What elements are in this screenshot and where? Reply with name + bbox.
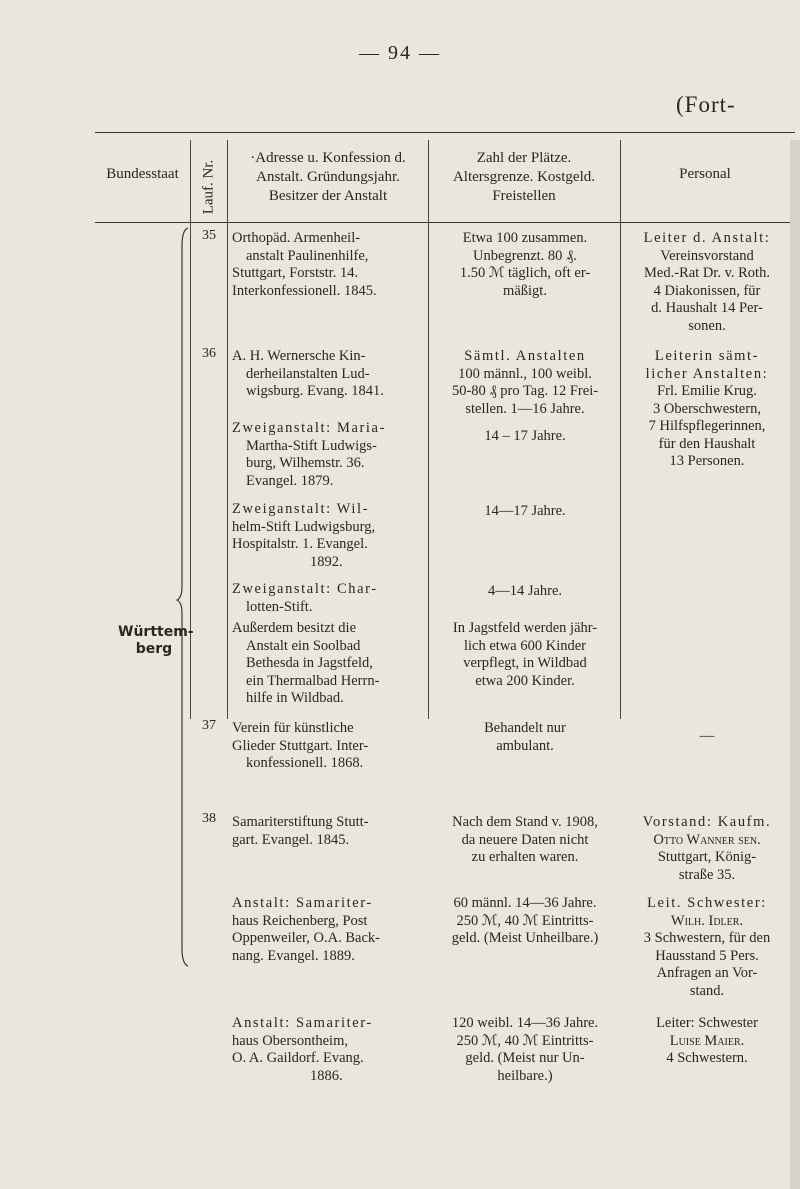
entry-address — [232, 581, 424, 616]
entry-places — [430, 720, 620, 755]
address-line: Außerdem besitzt die — [232, 620, 357, 636]
entry-staff — [624, 230, 790, 335]
entry-places — [430, 503, 620, 521]
entry-address — [232, 895, 424, 965]
staff-line: straße 35. — [678, 866, 736, 883]
staff-line: für den Haushalt — [658, 435, 756, 452]
staff-line: 3 Oberschwestern, — [653, 400, 761, 417]
places-line: 14 – 17 Jahre. — [484, 428, 566, 444]
address-line: burg, Wilhemstr. 36. — [246, 455, 365, 471]
address-line: hilfe in Wildbad. — [246, 690, 344, 706]
entry-places — [430, 428, 620, 446]
entry-staff — [624, 728, 790, 746]
places-line: Behandelt nur — [484, 720, 566, 736]
entry-address — [232, 620, 424, 708]
address-line: Zweiganstalt: Maria- — [232, 420, 386, 436]
header-lauf — [196, 155, 222, 219]
places-line: mäßigt. — [503, 282, 547, 299]
address-line: konfessionell. 1868. — [246, 755, 364, 771]
entry-address — [232, 1015, 424, 1085]
header-address-line: ·Adresse u. Konfession d. — [250, 150, 406, 166]
address-line: Samariterstiftung Stutt- — [232, 814, 369, 830]
header-address — [228, 149, 428, 206]
places-line: heilbare.) — [497, 1067, 553, 1084]
entry-staff — [624, 348, 790, 471]
header-places — [428, 149, 620, 206]
state-name-line: berg — [135, 641, 173, 657]
column-divider — [428, 140, 429, 719]
column-divider — [620, 140, 621, 719]
address-line: Zweiganstalt: Wil- — [232, 501, 370, 517]
address-line: 1886. — [310, 1067, 343, 1084]
places-line: Etwa 100 zusammen. — [462, 230, 588, 246]
header-places-line: Freistellen — [492, 188, 556, 204]
staff-line: Leit. Schwester: — [647, 895, 767, 911]
address-line: helm-Stift Ludwigsburg, — [232, 518, 376, 535]
places-line: 14—17 Jahre. — [484, 503, 566, 519]
entry-places — [430, 1015, 620, 1085]
entry-places — [430, 230, 620, 300]
header-places-line: Zahl der Plätze. — [476, 150, 572, 166]
address-line: wigsburg. Evang. 1841. — [246, 383, 384, 399]
staff-line: Anfragen an Vor- — [656, 965, 758, 981]
staff-line: Luise Maier. — [669, 1032, 745, 1049]
entry-address — [232, 814, 424, 849]
address-line: Glieder Stuttgart. Inter- — [232, 737, 369, 754]
staff-line: Leiterin sämt- — [654, 348, 760, 364]
staff-line: 3 Schwestern, für den — [643, 930, 771, 946]
entry-places — [430, 895, 620, 948]
address-line: haus Reichenberg, Post — [232, 912, 368, 929]
staff-line: Frl. Emilie Krug. — [657, 383, 757, 399]
places-line: 60 männl. 14—36 Jahre. — [453, 895, 597, 911]
places-line: 120 weibl. 14—36 Jahre. — [451, 1015, 599, 1031]
header-address-line: Besitzer der Anstalt — [268, 188, 388, 204]
entry-places — [430, 620, 620, 690]
places-line: Sämtl. Anstalten — [464, 348, 586, 364]
staff-line: — — [699, 728, 715, 744]
staff-line: Otto Wanner sen. — [653, 831, 761, 848]
places-line: ambulant. — [496, 737, 554, 754]
state-brace — [176, 226, 190, 968]
places-line: Nach dem Stand v. 1908, — [452, 814, 598, 830]
entry-address — [232, 348, 424, 401]
header-lauf-label: Lauf. Nr. — [200, 159, 217, 215]
header-staff: Personal — [679, 166, 731, 182]
address-line: Interkonfessionell. 1845. — [232, 282, 377, 299]
address-line: O. A. Gaildorf. Evang. — [232, 1050, 364, 1066]
address-line: Oppenweiler, O.A. Back- — [232, 930, 380, 946]
places-line: 100 männl., 100 weibl. — [458, 365, 592, 382]
continued-marker: (Fort- — [676, 92, 736, 117]
staff-line: d. Haushalt 14 Per- — [651, 300, 763, 316]
table-top-rule — [95, 132, 795, 133]
staff-line: Stuttgart, König- — [657, 849, 757, 865]
places-line: In Jagstfeld werden jähr- — [452, 620, 598, 636]
header-places-line: Altersgrenze. Kostgeld. — [452, 169, 596, 185]
staff-line: licher Anstalten: — [645, 365, 769, 382]
staff-line: Leiter: Schwester — [656, 1015, 758, 1031]
state-name — [118, 624, 194, 658]
address-line: Orthopäd. Armenheil- — [232, 230, 361, 246]
staff-line: 4 Schwestern. — [666, 1050, 748, 1066]
staff-line: stand. — [689, 982, 725, 999]
column-divider — [227, 140, 228, 719]
address-line: Stuttgart, Forststr. 14. — [232, 265, 359, 281]
address-line: anstalt Paulinenhilfe, — [246, 247, 369, 264]
page-number: — 94 — — [359, 42, 441, 64]
address-line: derheilanstalten Lud- — [246, 365, 370, 382]
address-line: A. H. Wernersche Kin- — [232, 348, 366, 364]
places-line: lich etwa 600 Kinder — [463, 637, 586, 654]
entry-address — [232, 420, 424, 490]
entry-number: 38 — [202, 811, 216, 826]
entry-places — [430, 583, 620, 601]
staff-line: 4 Diakonissen, für — [653, 282, 761, 299]
entry-places — [430, 348, 620, 418]
places-line: Unbegrenzt. 80 ₰. — [473, 247, 577, 264]
staff-line: 7 Hilfspflegerinnen, — [648, 418, 766, 434]
places-line: 250 ℳ, 40 ℳ Eintritts- — [456, 1032, 594, 1049]
address-line: lotten-Stift. — [246, 598, 313, 615]
places-line: verpflegt, in Wildbad — [463, 655, 587, 671]
entry-address — [232, 230, 424, 300]
entry-number: 36 — [202, 346, 216, 361]
address-line: Zweiganstalt: Char- — [232, 581, 378, 597]
address-line: ein Thermalbad Herrn- — [246, 672, 380, 689]
header-state: Bundesstaat — [106, 166, 179, 182]
places-line: zu erhalten waren. — [471, 849, 579, 865]
places-line: geld. (Meist nur Un- — [465, 1050, 585, 1066]
entry-address — [232, 501, 424, 571]
entry-staff — [624, 1015, 790, 1068]
staff-line: Med.-Rat Dr. v. Roth. — [644, 265, 770, 281]
entry-address — [232, 720, 424, 773]
places-line: etwa 200 Kinder. — [475, 672, 575, 689]
entry-staff — [624, 814, 790, 884]
address-line: Hospitalstr. 1. Evangel. — [232, 536, 368, 552]
address-line: nang. Evangel. 1889. — [232, 947, 355, 964]
staff-line: Hausstand 5 Pers. — [655, 947, 759, 964]
address-line: Evangel. 1879. — [246, 472, 334, 489]
entry-number: 37 — [202, 718, 216, 733]
address-line: Anstalt ein Soolbad — [246, 637, 361, 654]
address-line: gart. Evangel. 1845. — [232, 831, 350, 848]
address-line: Bethesda in Jagstfeld, — [246, 655, 373, 671]
staff-line: Leiter d. Anstalt: — [643, 230, 771, 246]
state-name-line: Württem- — [118, 624, 194, 640]
places-line: stellen. 1—16 Jahre. — [465, 400, 585, 417]
entry-staff — [624, 895, 790, 1000]
staff-line: sonen. — [688, 317, 726, 334]
places-line: 250 ℳ, 40 ℳ Eintritts- — [456, 912, 594, 929]
address-line: 1892. — [310, 553, 343, 570]
places-line: geld. (Meist Unheilbare.) — [451, 930, 599, 946]
entry-places — [430, 814, 620, 867]
places-line: 1.50 ℳ täglich, oft er- — [459, 265, 591, 281]
address-line: Martha-Stift Ludwigs- — [246, 437, 377, 454]
places-line: 4—14 Jahre. — [487, 583, 563, 599]
staff-line: Vereinsvorstand — [660, 247, 754, 264]
places-line: da neuere Daten nicht — [461, 831, 589, 848]
address-line: Anstalt: Samariter- — [232, 1015, 373, 1031]
table-header-rule — [95, 222, 795, 223]
places-line: 50-80 ₰ pro Tag. 12 Frei- — [451, 383, 599, 399]
entry-number: 35 — [202, 228, 216, 243]
staff-line: Vorstand: Kaufm. — [642, 814, 772, 830]
header-address-line: Anstalt. Gründungsjahr. — [256, 169, 400, 185]
page-edge-shadow — [790, 140, 800, 1189]
address-line: haus Obersontheim, — [232, 1032, 348, 1049]
address-line: Verein für künstliche — [232, 720, 354, 736]
address-line: Anstalt: Samariter- — [232, 895, 373, 911]
staff-line: Wilh. Idler. — [670, 912, 744, 929]
staff-line: 13 Personen. — [669, 453, 745, 469]
